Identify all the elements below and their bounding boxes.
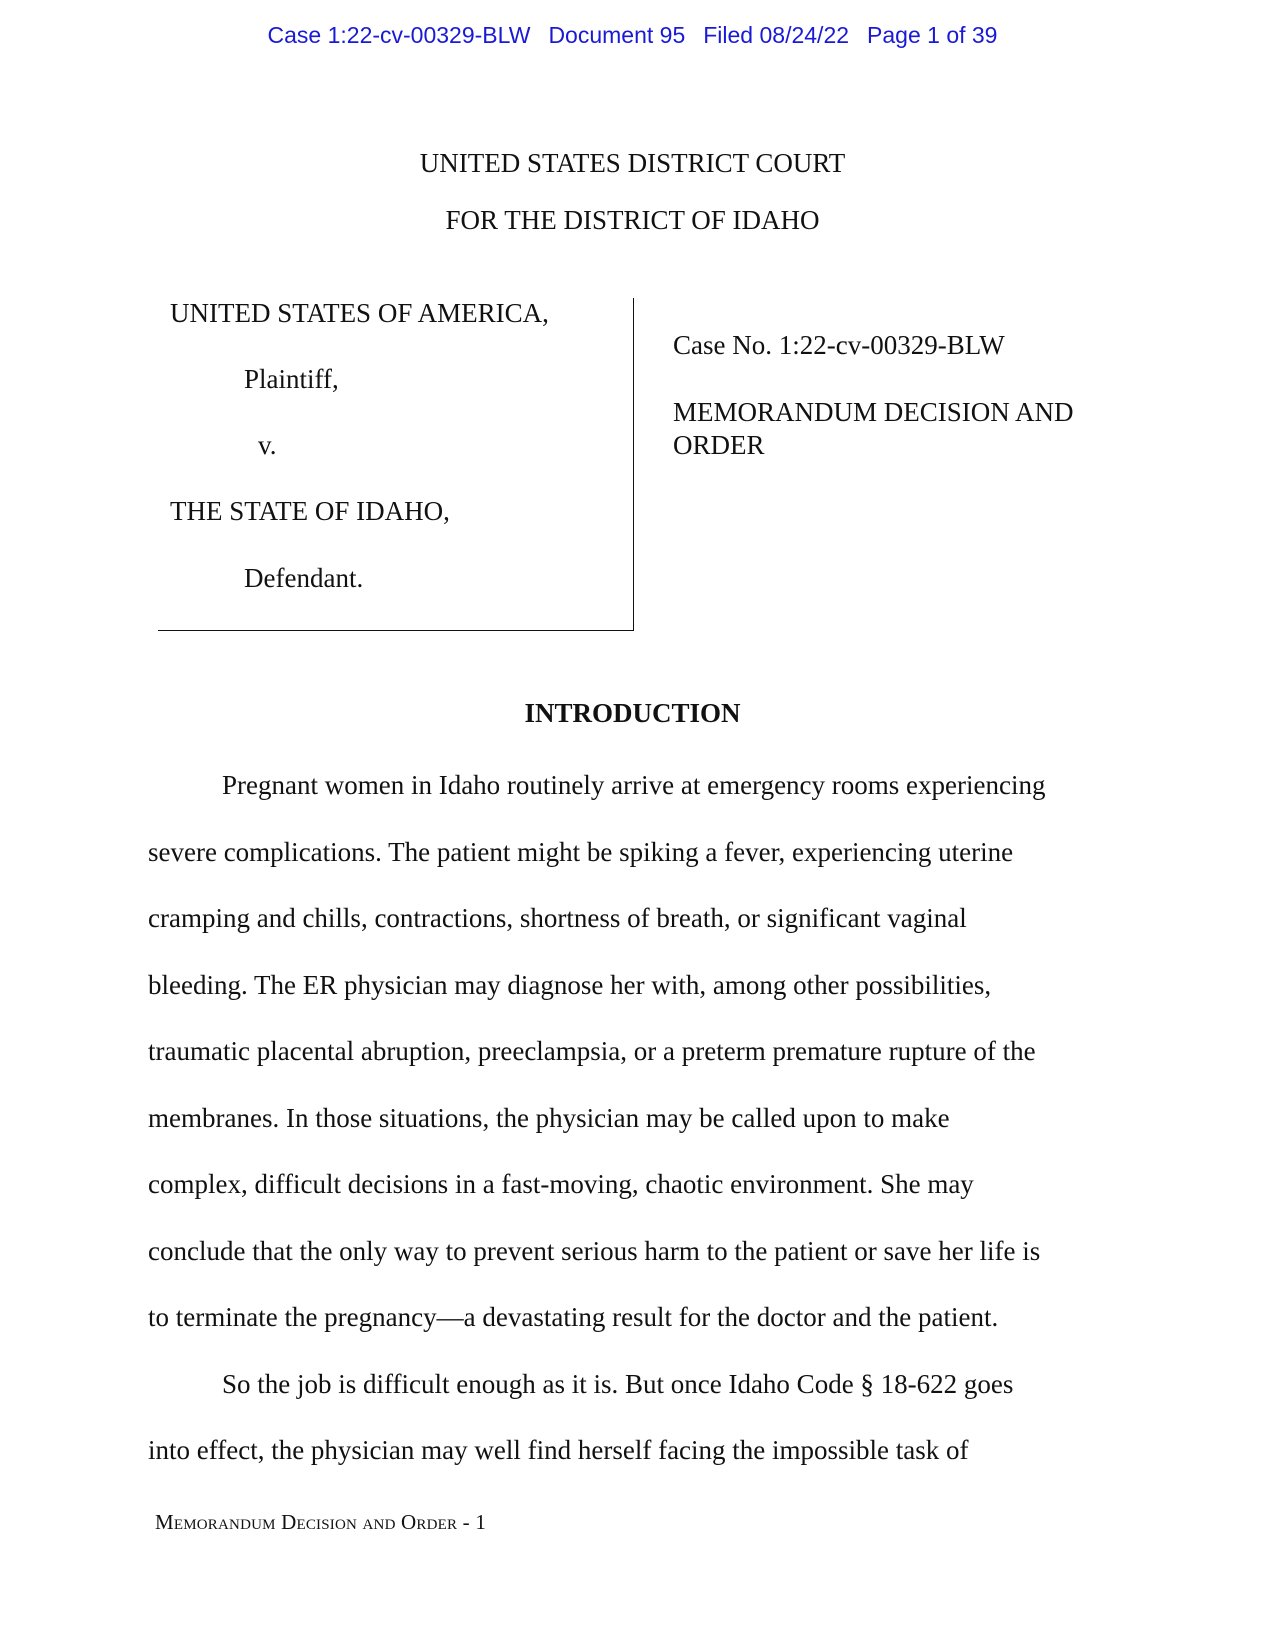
paragraph-1-line: severe complications. The patient might be spiking a fever, experiencing uterine xyxy=(148,836,1014,867)
case-number: Case No. 1:22-cv-00329-BLW xyxy=(673,330,1005,360)
court-district: FOR THE DISTRICT OF IDAHO xyxy=(445,205,820,235)
case-info xyxy=(673,330,1123,462)
stamp-case: Case 1:22-cv-00329-BLW xyxy=(267,22,531,48)
document-title-line-2: ORDER xyxy=(673,430,765,460)
plaintiff-name: UNITED STATES OF AMERICA, xyxy=(170,298,549,328)
case-caption-box xyxy=(158,298,634,631)
body-text xyxy=(148,752,1118,1484)
page-footer: Memorandum Decision and Order - 1 xyxy=(155,1510,487,1534)
section-heading: INTRODUCTION xyxy=(524,698,741,728)
defendant-role: Defendant. xyxy=(244,563,364,593)
paragraph-1-line: cramping and chills, contractions, shortness of breath, or significant vaginal xyxy=(148,903,967,933)
paragraph-1-line: to terminate the pregnancy—a devastating result for the doctor and the patient. xyxy=(148,1302,999,1332)
filing-stamp xyxy=(0,22,1265,49)
paragraph-2-line: into effect, the physician may well find herself facing the impossible task of xyxy=(148,1435,969,1465)
defendant-name: THE STATE OF IDAHO, xyxy=(170,496,450,526)
paragraph-1-line: membranes. In those situations, the physician may be called upon to make xyxy=(148,1102,950,1133)
versus: v. xyxy=(258,430,277,460)
paragraph-1-line: complex, difficult decisions in a fast-moving, chaotic environment. She may xyxy=(148,1169,974,1199)
document-title-line-1: MEMORANDUM DECISION AND xyxy=(673,397,1074,427)
stamp-filed: Filed 08/24/22 xyxy=(703,22,850,48)
plaintiff-role: Plaintiff, xyxy=(244,364,339,394)
stamp-page: Page 1 of 39 xyxy=(867,22,998,48)
paragraph-1-line: traumatic placental abruption, preeclampsia, or a preterm premature rupture of the xyxy=(148,1036,1036,1066)
paragraph-2-line: So the job is difficult enough as it is. But once Idaho Code § 18-622 goes xyxy=(222,1368,1014,1399)
paragraph-1-line: bleeding. The ER physician may diagnose her with, among other possibilities, xyxy=(148,969,992,1000)
paragraph-1-line: Pregnant women in Idaho routinely arrive at emergency rooms experiencing xyxy=(222,770,1046,800)
stamp-document: Document 95 xyxy=(548,22,686,48)
paragraph-1-line: conclude that the only way to prevent serious harm to the patient or save her life is xyxy=(148,1235,1041,1266)
court-name: UNITED STATES DISTRICT COURT xyxy=(419,148,846,178)
